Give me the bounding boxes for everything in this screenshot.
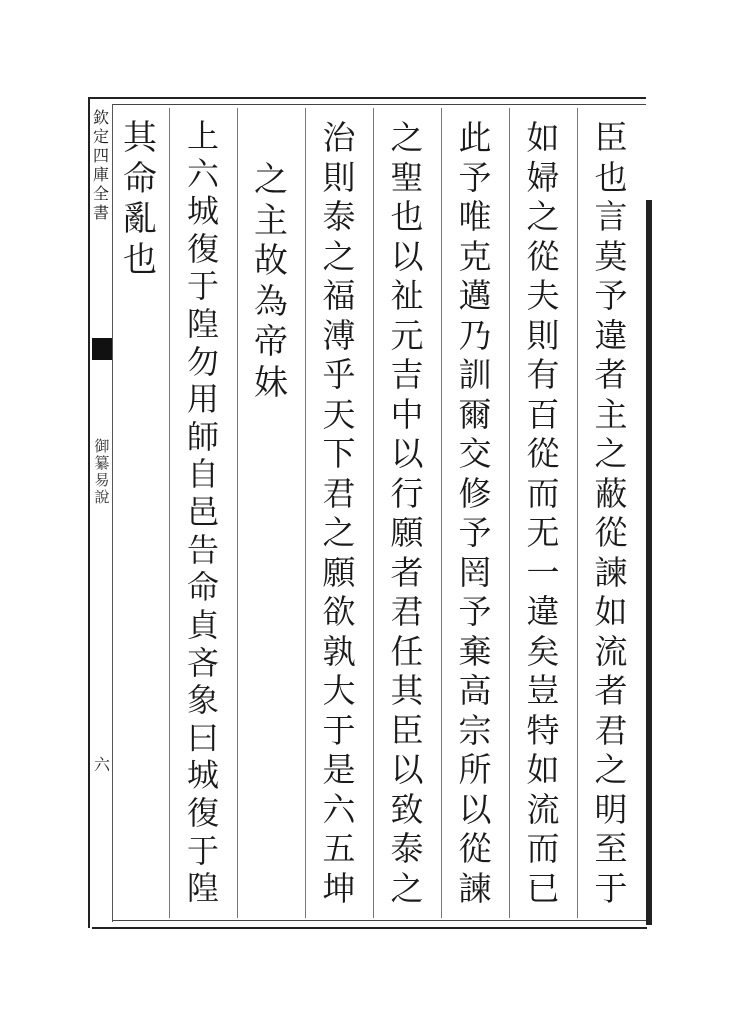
glyph: 五 (322, 829, 356, 868)
glyph: 命 (186, 568, 219, 607)
glyph: 泰 (390, 829, 424, 868)
glyph: 六 (322, 789, 356, 829)
glyph: 吝 (186, 643, 219, 682)
margin-glyph: 庫 (92, 165, 109, 184)
glyph: 无 (526, 513, 560, 552)
glyph: 所 (458, 750, 492, 789)
glyph: 城 (186, 756, 219, 795)
glyph: 予 (594, 276, 628, 315)
text-column-7 (183, 118, 223, 908)
glyph: 從 (458, 829, 492, 868)
glyph: 城 (186, 192, 219, 231)
glyph: 之 (594, 434, 628, 473)
glyph: 如 (526, 750, 560, 789)
glyph: 也 (390, 197, 424, 236)
glyph: 妹 (254, 362, 288, 403)
text-column-3 (455, 118, 495, 908)
glyph: 如 (594, 592, 628, 631)
glyph: 之 (390, 868, 424, 908)
glyph: 訓 (458, 355, 492, 394)
margin-glyph: 定 (92, 127, 109, 146)
glyph: 天 (322, 394, 356, 434)
glyph: 溥 (322, 315, 356, 355)
glyph: 大 (322, 671, 356, 710)
glyph: 高 (458, 671, 492, 710)
glyph: 者 (594, 355, 628, 394)
glyph: 而 (526, 829, 560, 868)
column-rule (237, 108, 238, 918)
glyph: 乎 (322, 355, 356, 394)
glyph: 為 (254, 281, 288, 322)
column-rule (441, 108, 442, 918)
text-column-1 (591, 118, 631, 908)
glyph: 主 (254, 200, 288, 241)
glyph: 于 (322, 710, 356, 750)
glyph: 願 (390, 513, 424, 552)
column-rule (169, 108, 170, 918)
glyph: 行 (390, 473, 424, 513)
glyph: 告 (186, 530, 219, 569)
glyph: 孰 (322, 631, 356, 671)
glyph: 流 (594, 631, 628, 671)
glyph: 莫 (594, 236, 628, 276)
glyph: 此 (458, 118, 492, 157)
glyph: 于 (594, 868, 628, 908)
text-column-5 (319, 118, 359, 908)
column-rule (373, 108, 374, 918)
top-frame-rule (88, 97, 646, 99)
glyph: 師 (186, 417, 219, 456)
glyph: 之 (390, 118, 424, 157)
glyph: 之 (322, 236, 356, 276)
glyph: 之 (594, 750, 628, 789)
glyph: 以 (390, 236, 424, 276)
glyph: 治 (322, 118, 356, 157)
glyph: 一 (526, 552, 560, 592)
glyph: 者 (594, 671, 628, 710)
text-column-8 (120, 118, 160, 280)
glyph: 從 (594, 513, 628, 552)
glyph: 婦 (526, 157, 560, 197)
glyph: 亂 (123, 199, 157, 239)
glyph: 自 (186, 455, 219, 494)
glyph: 矣 (526, 631, 560, 671)
bottom-frame-rule (92, 927, 647, 929)
glyph: 六 (186, 154, 219, 193)
glyph: 坤 (322, 868, 356, 908)
glyph: 以 (390, 434, 424, 473)
glyph: 上 (186, 117, 219, 155)
glyph: 者 (390, 552, 424, 592)
column-rule (577, 108, 578, 918)
glyph: 則 (526, 315, 560, 355)
margin-glyph: 纂 (94, 454, 110, 472)
glyph: 克 (458, 236, 492, 276)
glyph: 聖 (390, 157, 424, 197)
glyph: 邑 (186, 493, 219, 532)
glyph: 交 (458, 434, 492, 473)
glyph: 予 (458, 592, 492, 631)
margin-glyph: 欽 (92, 108, 109, 127)
glyph: 明 (594, 789, 628, 829)
glyph: 象 (186, 681, 219, 720)
glyph: 福 (322, 276, 356, 315)
glyph: 故 (254, 241, 288, 281)
glyph: 則 (322, 157, 356, 197)
glyph: 欲 (322, 592, 356, 631)
margin-divider (112, 104, 113, 922)
glyph: 祉 (390, 276, 424, 315)
glyph: 乃 (458, 315, 492, 355)
glyph: 從 (526, 236, 560, 276)
glyph: 于 (186, 831, 219, 870)
glyph: 予 (458, 513, 492, 552)
glyph: 而 (526, 473, 560, 513)
glyph: 以 (458, 789, 492, 829)
glyph: 致 (390, 789, 424, 829)
glyph: 其 (123, 118, 157, 158)
folio-number: 六 (93, 755, 110, 774)
glyph: 修 (458, 473, 492, 513)
glyph: 言 (594, 197, 628, 236)
glyph: 至 (594, 829, 628, 868)
glyph: 君 (594, 710, 628, 750)
glyph: 中 (390, 394, 424, 434)
glyph: 其 (390, 671, 424, 710)
margin-glyph: 四 (92, 146, 109, 165)
glyph: 貞 (186, 605, 219, 644)
glyph: 宗 (458, 710, 492, 750)
margin-glyph: 御 (94, 437, 110, 455)
glyph: 願 (322, 552, 356, 592)
glyph: 臣 (390, 710, 424, 750)
glyph: 元 (390, 315, 424, 355)
glyph: 以 (390, 750, 424, 789)
glyph: 豈 (526, 671, 560, 710)
glyph: 于 (186, 267, 219, 306)
glyph: 主 (594, 394, 628, 434)
glyph: 夫 (526, 276, 560, 315)
glyph: 如 (526, 118, 560, 157)
top-inner-rule (112, 104, 646, 105)
glyph: 罔 (458, 552, 492, 592)
glyph: 也 (123, 239, 157, 280)
glyph: 帝 (254, 322, 288, 362)
text-column-6 (251, 160, 291, 403)
glyph: 邁 (458, 276, 492, 315)
glyph: 唯 (458, 197, 492, 236)
glyph: 隍 (186, 869, 219, 908)
text-column-4 (387, 118, 427, 908)
glyph: 命 (123, 158, 157, 199)
glyph: 爾 (458, 394, 492, 434)
glyph: 也 (594, 157, 628, 197)
glyph: 流 (526, 789, 560, 829)
glyph: 泰 (322, 197, 356, 236)
margin-glyph: 說 (94, 488, 110, 506)
glyph: 予 (458, 157, 492, 197)
fish-tail-mark (92, 338, 112, 360)
glyph: 隍 (186, 305, 219, 344)
right-frame-border (646, 200, 652, 925)
margin-book-title (90, 108, 112, 222)
glyph: 違 (526, 592, 560, 631)
glyph: 百 (526, 394, 560, 434)
glyph: 之 (322, 513, 356, 552)
glyph: 從 (526, 434, 560, 473)
glyph: 復 (186, 229, 219, 268)
glyph: 諫 (458, 868, 492, 908)
glyph: 用 (186, 380, 219, 419)
glyph: 君 (390, 592, 424, 631)
text-column-2 (523, 118, 563, 908)
glyph: 君 (322, 473, 356, 513)
column-rule (305, 108, 306, 918)
glyph: 之 (254, 160, 288, 200)
glyph: 復 (186, 793, 219, 832)
margin-glyph: 書 (92, 203, 109, 222)
glyph: 特 (526, 710, 560, 750)
glyph: 諫 (594, 552, 628, 592)
glyph: 勿 (186, 342, 219, 381)
glyph: 曰 (186, 718, 219, 757)
bottom-inner-rule (112, 920, 646, 921)
glyph: 吉 (390, 355, 424, 394)
column-rule (509, 108, 510, 918)
glyph: 蔽 (594, 473, 628, 513)
glyph: 棄 (458, 631, 492, 671)
glyph: 下 (322, 434, 356, 473)
glyph: 違 (594, 315, 628, 355)
glyph: 之 (526, 197, 560, 236)
glyph: 有 (526, 355, 560, 394)
glyph: 是 (322, 750, 356, 789)
glyph: 已 (526, 868, 560, 908)
margin-glyph: 全 (92, 184, 109, 203)
margin-section-title (92, 438, 112, 506)
margin-glyph: 易 (94, 471, 110, 489)
glyph: 臣 (594, 118, 628, 157)
glyph: 任 (390, 631, 424, 671)
